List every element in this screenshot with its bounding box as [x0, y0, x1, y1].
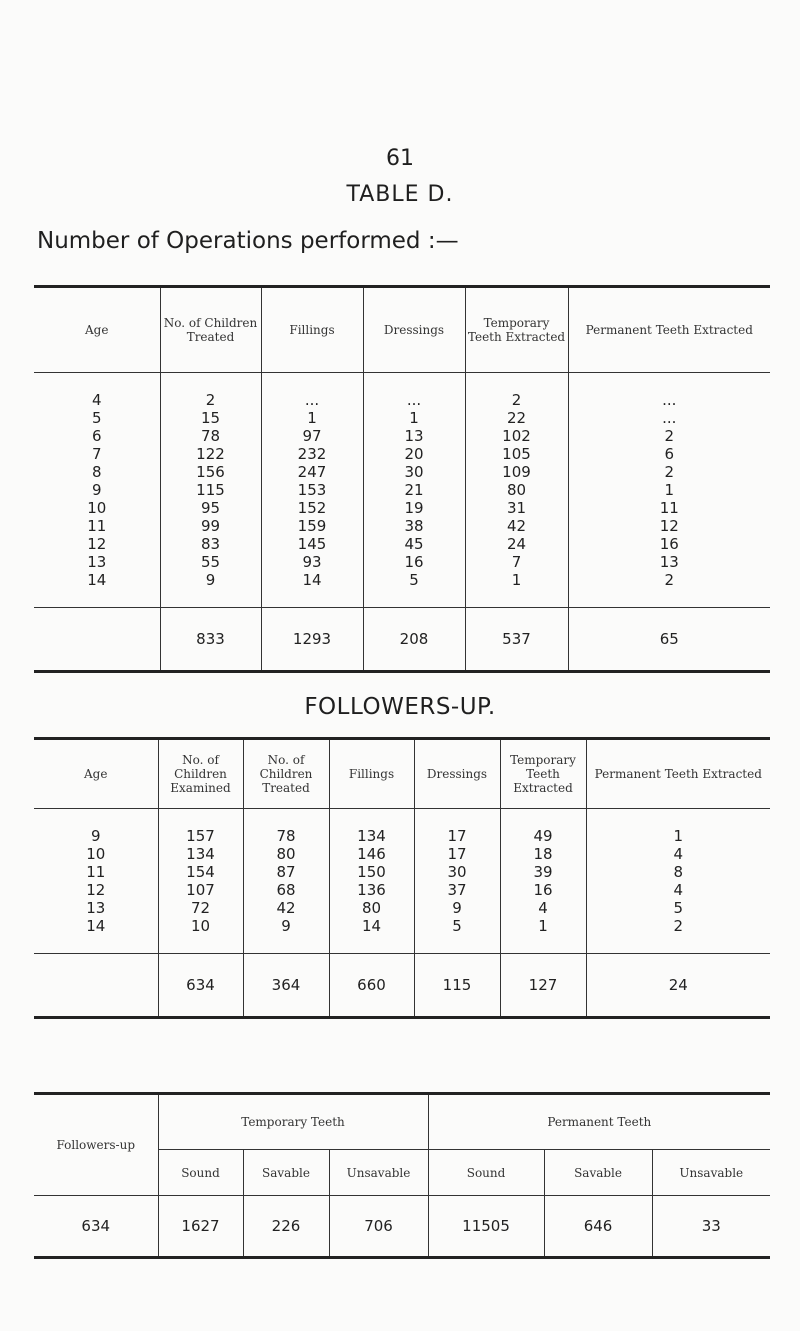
- table-cell: 134: [329, 809, 414, 846]
- total-cell: 537: [465, 608, 568, 672]
- table-row: [34, 863, 770, 881]
- table-cell: 19: [363, 499, 465, 517]
- header-children-examined: No. of Children Examined: [158, 739, 243, 809]
- table-cell: 45: [363, 535, 465, 553]
- header-dressings: Dressings: [414, 739, 500, 809]
- table-cell: 1: [586, 809, 770, 846]
- table-cell: 12: [568, 517, 770, 535]
- table-cell: 11: [568, 499, 770, 517]
- table-cell: 30: [363, 463, 465, 481]
- table-cell: 146: [329, 845, 414, 863]
- table-cell: 83: [160, 535, 261, 553]
- header-age: Age: [84, 767, 108, 781]
- table-cell: 93: [261, 553, 363, 571]
- table-cell: 152: [261, 499, 363, 517]
- total-cell: 833: [160, 608, 261, 672]
- followers-up-heading: FOLLOWERS-UP.: [304, 694, 496, 720]
- table-cell: 42: [465, 517, 568, 535]
- table-cell: 49: [500, 809, 586, 846]
- table-cell: 145: [261, 535, 363, 553]
- table-cell: 10: [86, 845, 106, 863]
- value-cell: 11505: [428, 1196, 544, 1258]
- table-cell: 5: [363, 571, 465, 608]
- table-cell: 17: [414, 809, 500, 846]
- total-cell: [34, 608, 160, 672]
- value-cell: 226: [243, 1196, 329, 1258]
- table-cell: 30: [414, 863, 500, 881]
- table-cell: 1: [261, 409, 363, 427]
- table-cell: 1: [568, 481, 770, 499]
- value-cell: 1627: [158, 1196, 243, 1258]
- table-cell: 31: [465, 499, 568, 517]
- table-cell: 87: [243, 863, 329, 881]
- table-cell: 247: [261, 463, 363, 481]
- table-cell: 8: [586, 863, 770, 881]
- table-cell: 156: [160, 463, 261, 481]
- table-cell: 10: [158, 917, 243, 954]
- table-cell: 12: [86, 881, 106, 899]
- table-cell: 13: [363, 427, 465, 445]
- table-row: [34, 899, 770, 917]
- table-row: [34, 427, 770, 445]
- table-cell: 159: [261, 517, 363, 535]
- table-cell: 7: [91, 445, 102, 463]
- table-cell: 95: [160, 499, 261, 517]
- table-row: [34, 917, 770, 954]
- table-cell: 9: [160, 571, 261, 608]
- subheader-unsavable: Unsavable: [652, 1150, 770, 1196]
- table-cell: 55: [160, 553, 261, 571]
- table-cell: 4: [500, 899, 586, 917]
- table-cell: 80: [465, 481, 568, 499]
- table-cell: ...: [568, 409, 770, 427]
- subheader-sound: Sound: [158, 1150, 243, 1196]
- table-cell: 232: [261, 445, 363, 463]
- total-cell: 660: [329, 954, 414, 1018]
- table-row: [34, 409, 770, 427]
- total-cell: 115: [414, 954, 500, 1018]
- table-cell: 115: [160, 481, 261, 499]
- table-cell: 9: [414, 899, 500, 917]
- table-cell: 21: [363, 481, 465, 499]
- value-cell: 33: [652, 1196, 770, 1258]
- table-cell: 13: [87, 553, 107, 571]
- table-cell: 24: [465, 535, 568, 553]
- table-cell: 4: [586, 845, 770, 863]
- total-cell: 65: [568, 608, 770, 672]
- table-cell: 9: [90, 827, 101, 845]
- table-cell: 22: [465, 409, 568, 427]
- table-cell: 14: [86, 917, 106, 935]
- table-cell: 9: [243, 917, 329, 954]
- table-cell: 99: [160, 517, 261, 535]
- total-cell: 1293: [261, 608, 363, 672]
- table-row: [34, 517, 770, 535]
- table-cell: 39: [500, 863, 586, 881]
- subheader-sound: Sound: [428, 1150, 544, 1196]
- table-cell: 80: [243, 845, 329, 863]
- header-permanent-teeth: Permanent Teeth: [428, 1094, 770, 1150]
- table-cell: 9: [91, 481, 102, 499]
- total-cell: 634: [158, 954, 243, 1018]
- table-cell: 14: [261, 571, 363, 608]
- table-cell: 68: [243, 881, 329, 899]
- table-cell: 16: [500, 881, 586, 899]
- operations-table: [34, 285, 770, 673]
- total-cell: [34, 954, 158, 1018]
- table-cell: 2: [568, 463, 770, 481]
- table-cell: 122: [160, 445, 261, 463]
- table-cell: ...: [261, 373, 363, 410]
- table-cell: 72: [158, 899, 243, 917]
- table-cell: ...: [363, 373, 465, 410]
- table-row: [34, 535, 770, 553]
- table-cell: 154: [158, 863, 243, 881]
- header-followers-up: Followers-up: [34, 1094, 158, 1196]
- table-cell: 1: [363, 409, 465, 427]
- table-cell: 134: [158, 845, 243, 863]
- table-row: [34, 463, 770, 481]
- table-cell: ...: [568, 373, 770, 410]
- table-cell: 7: [465, 553, 568, 571]
- table-cell: 5: [414, 917, 500, 954]
- teeth-condition-table: [34, 1092, 770, 1259]
- table-cell: 4: [91, 391, 102, 409]
- table-cell: 2: [568, 571, 770, 608]
- header-age: Age: [85, 323, 109, 337]
- table-cell: 42: [243, 899, 329, 917]
- table-cell: 78: [243, 809, 329, 846]
- header-fillings: Fillings: [329, 739, 414, 809]
- table-cell: 20: [363, 445, 465, 463]
- header-temporary-extracted: Temporary Teeth Extracted: [465, 287, 568, 373]
- table-row: [34, 373, 770, 410]
- header-fillings: Fillings: [261, 287, 363, 373]
- table-cell: 14: [87, 571, 107, 589]
- table-cell: 2: [160, 373, 261, 410]
- table-cell: 105: [465, 445, 568, 463]
- table-cell: 1: [500, 917, 586, 954]
- table-cell: 2: [465, 373, 568, 410]
- table-cell: 102: [465, 427, 568, 445]
- followers-up-table: [34, 737, 770, 1019]
- header-children-treated: No. of Children Treated: [243, 739, 329, 809]
- table-cell: 97: [261, 427, 363, 445]
- table-cell: 10: [87, 499, 107, 517]
- table-cell: 153: [261, 481, 363, 499]
- table-row: [34, 571, 770, 608]
- table-cell: 15: [160, 409, 261, 427]
- header-dressings: Dressings: [363, 287, 465, 373]
- header-children-treated: No. of Children Treated: [160, 287, 261, 373]
- table-row: [34, 481, 770, 499]
- table-cell: 5: [586, 899, 770, 917]
- table-cell: 12: [87, 535, 107, 553]
- table-cell: 16: [363, 553, 465, 571]
- table-row: [34, 809, 770, 846]
- header-temporary-extracted: Temporary Teeth Extracted: [500, 739, 586, 809]
- table-row: [34, 881, 770, 899]
- table-row: [34, 553, 770, 571]
- table-row: [34, 499, 770, 517]
- table-cell: 2: [586, 917, 770, 954]
- table-row: [34, 445, 770, 463]
- total-cell: 364: [243, 954, 329, 1018]
- table-cell: 5: [91, 409, 102, 427]
- page-number: 61: [386, 146, 414, 171]
- subheader-savable: Savable: [544, 1150, 652, 1196]
- table-subtitle: Number of Operations performed :—: [37, 228, 459, 254]
- table-cell: 11: [86, 863, 106, 881]
- subheader-unsavable: Unsavable: [329, 1150, 428, 1196]
- table-cell: 2: [568, 427, 770, 445]
- table-cell: 80: [329, 899, 414, 917]
- table-cell: 78: [160, 427, 261, 445]
- table-cell: 13: [568, 553, 770, 571]
- table-cell: 11: [87, 517, 107, 535]
- table-cell: 38: [363, 517, 465, 535]
- table-cell: 150: [329, 863, 414, 881]
- value-cell: 634: [81, 1217, 111, 1235]
- table-cell: 157: [158, 809, 243, 846]
- value-cell: 706: [329, 1196, 428, 1258]
- table-cell: 37: [414, 881, 500, 899]
- table-cell: 18: [500, 845, 586, 863]
- table-cell: 17: [414, 845, 500, 863]
- table-cell: 14: [329, 917, 414, 954]
- table-title: TABLE D.: [346, 182, 454, 207]
- table-cell: 8: [91, 463, 102, 481]
- header-temporary-teeth: Temporary Teeth: [158, 1094, 428, 1150]
- value-cell: 646: [544, 1196, 652, 1258]
- table-row: [34, 845, 770, 863]
- table-cell: 1: [465, 571, 568, 608]
- subheader-savable: Savable: [243, 1150, 329, 1196]
- total-cell: 127: [500, 954, 586, 1018]
- header-permanent-extracted: Permanent Teeth Extracted: [568, 287, 770, 373]
- header-permanent-extracted: Permanent Teeth Extracted: [586, 739, 770, 809]
- table-cell: 6: [568, 445, 770, 463]
- table-cell: 107: [158, 881, 243, 899]
- total-cell: 24: [586, 954, 770, 1018]
- table-cell: 6: [91, 427, 102, 445]
- table-cell: 13: [86, 899, 106, 917]
- table-cell: 4: [586, 881, 770, 899]
- table-cell: 16: [568, 535, 770, 553]
- total-cell: 208: [363, 608, 465, 672]
- table-cell: 136: [329, 881, 414, 899]
- table-cell: 109: [465, 463, 568, 481]
